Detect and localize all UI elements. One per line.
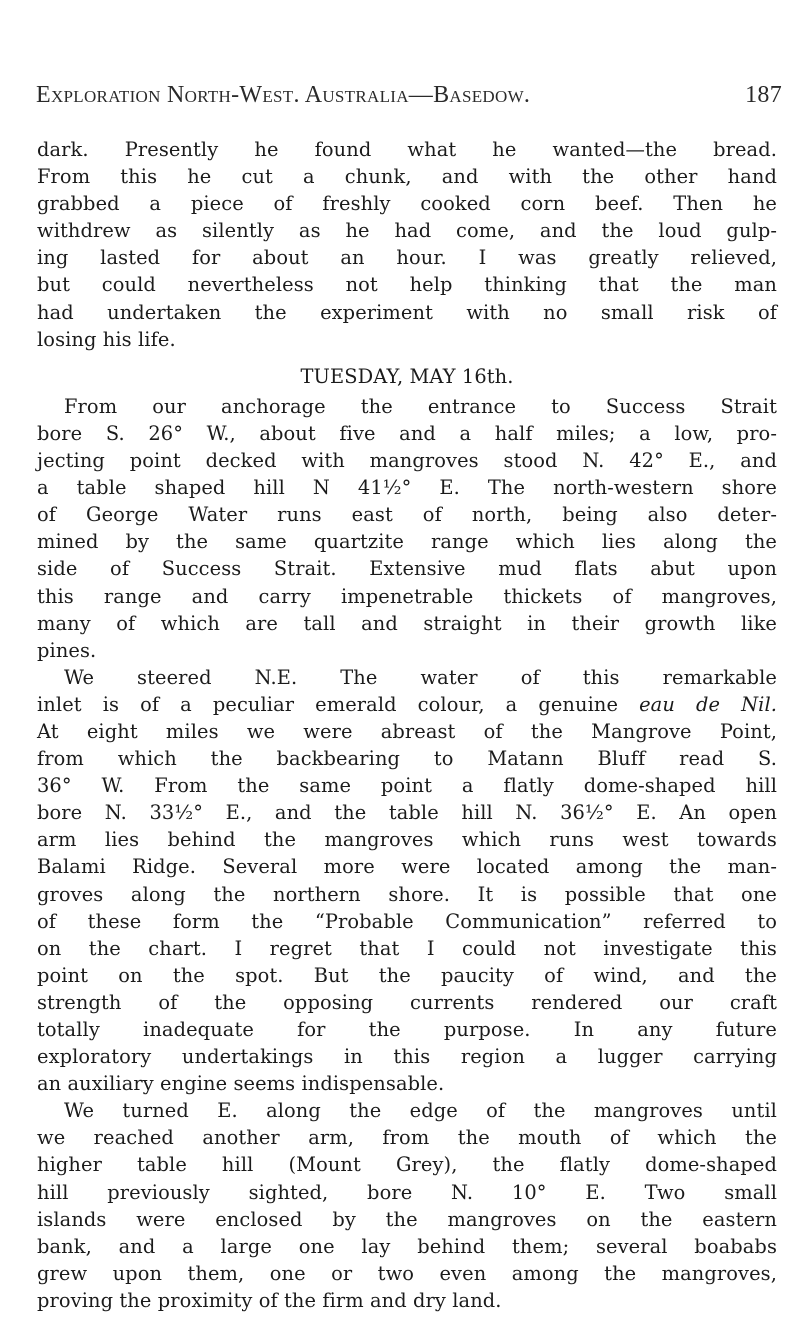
body-text [37, 136, 777, 1314]
text-line: At eight miles we were abreast of the Mangrove Point, [37, 719, 777, 743]
text-line: We steered N.E. The water of this remarkable [64, 665, 777, 689]
text-line: 36° W. From the same point a flatly dome-shaped hill [37, 774, 777, 798]
text-line: hill previously sighted, bore N. 10° E. Two small [37, 1180, 777, 1204]
text-line: islands were enclosed by the mangroves on the eastern [37, 1207, 777, 1231]
text-line: from which the backbearing to Matann Bluff read S. [37, 747, 777, 771]
text-line: proving the proximity of the firm and dry land. [37, 1288, 502, 1312]
page-number: 187 [745, 82, 782, 108]
text-line: totally inadequate for the purpose. In any future [37, 1018, 777, 1041]
text-line: groves along the northern shore. It is possible that one [37, 882, 777, 906]
text-line: higher table hill (Mount Grey), the flatly dome-shaped [37, 1153, 777, 1177]
section-heading: TUESDAY, MAY 16th. [300, 364, 514, 388]
text-line [37, 691, 777, 718]
text-line: an auxiliary engine seems indispensable. [37, 1072, 445, 1096]
text-line: but could nevertheless not help thinking that the man [37, 273, 777, 297]
text-line: grabbed a piece of freshly cooked corn beef. Then he [37, 192, 777, 216]
text-line: pines. [37, 638, 97, 662]
text-line: this range and carry impenetrable thickets of mangroves, [37, 584, 777, 608]
running-header [36, 82, 782, 109]
text-line: ing lasted for about an hour. I was greatly relieved, [37, 246, 777, 270]
text-line: We turned E. along the edge of the mangroves until [64, 1099, 777, 1123]
text-line: bank, and a large one lay behind them; several boababs [37, 1234, 777, 1258]
text-line: bore S. 26° W., about five and a half miles; a low, pro- [37, 421, 777, 445]
paragraph-2 [37, 393, 777, 664]
text-line: mined by the same quartzite range which lies along the [37, 530, 777, 554]
text-line: dark. Presently he found what he wanted—the bread. [37, 138, 777, 161]
text-line: Balami Ridge. Several more were located among the man- [37, 855, 777, 879]
text-line: jecting point decked with mangroves stood N. 42° E., and [37, 449, 777, 473]
paragraph-4 [37, 1097, 777, 1314]
text-line: From this he cut a chunk, and with the other hand [37, 165, 777, 189]
text-line: grew upon them, one or two even among the mangroves, [37, 1261, 777, 1285]
paragraph-1 [37, 136, 777, 353]
text-line: many of which are tall and straight in their growth like [37, 611, 777, 635]
italic-phrase: eau de Nil. [639, 692, 778, 716]
text-line: From our anchorage the entrance to Success Strait [64, 394, 777, 418]
text-line: arm lies behind the mangroves which runs west towards [37, 828, 777, 852]
text-line: we reached another arm, from the mouth of which the [37, 1126, 777, 1150]
text-line: of these form the “Probable Communication” referred to [37, 909, 777, 933]
paragraph-3 [37, 664, 777, 1098]
text-line: losing his life. [37, 327, 176, 351]
text-line: of George Water runs east of north, being also deter- [37, 503, 777, 527]
running-title: Exploration North-West. Australia—Basedow. [36, 82, 531, 108]
text-line: had undertaken the experiment with no small risk of [37, 300, 777, 324]
text-line: strength of the opposing currents rendered our craft [37, 990, 777, 1014]
text-line: a table shaped hill N 41½° E. The north-western shore [37, 476, 777, 500]
text-line: exploratory undertakings in this region a lugger carrying [37, 1045, 777, 1069]
text-line: on the chart. I regret that I could not investigate this [37, 936, 777, 960]
text-line: withdrew as silently as he had come, and the loud gulp- [37, 219, 777, 243]
text-line: point on the spot. But the paucity of wind, and the [37, 963, 777, 987]
text-line: bore N. 33½° E., and the table hill N. 36½° E. An open [37, 801, 777, 825]
text-fragment: inlet is of a peculiar emerald colour, a genuine [37, 692, 619, 716]
text-line: side of Success Strait. Extensive mud flats abut upon [37, 557, 777, 581]
